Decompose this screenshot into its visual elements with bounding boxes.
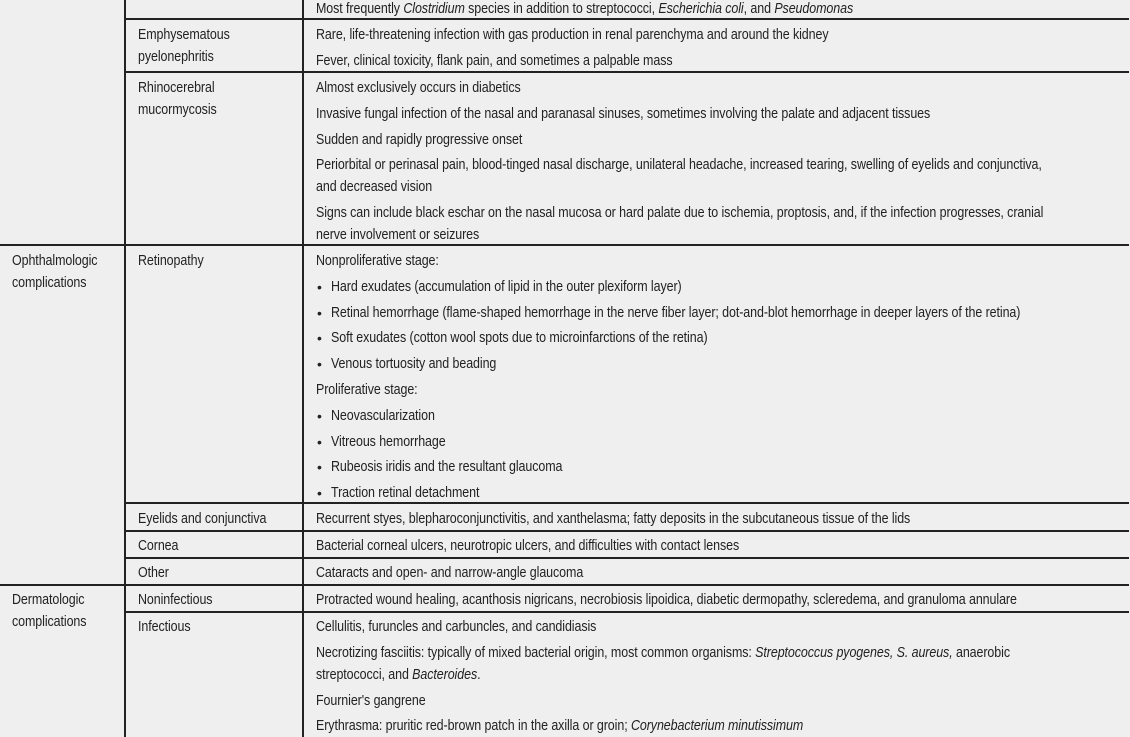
subcategory-label: Retinopathy <box>138 253 204 269</box>
bullet-icon: • <box>317 459 322 476</box>
italic-term: Clostridium <box>403 1 465 17</box>
finding-bullet-item: Hard exudates (accumulation of lipid in the outer plexiform layer) <box>331 278 682 295</box>
italic-term: Streptococcus pyogenes, S. aureus, <box>755 644 953 661</box>
category-label: complications <box>12 614 87 630</box>
subcategory-label: Other <box>138 565 169 581</box>
finding-item-line: nerve involvement or seizures <box>316 227 480 244</box>
finding-item: Invasive fungal infection of the nasal and paranasal sinuses, sometimes involving the palate and adjacent tissues <box>316 105 931 122</box>
row-divider <box>124 502 1129 504</box>
category-label: Dermatologic <box>12 592 85 608</box>
bullet-icon: • <box>317 356 322 373</box>
row-divider <box>124 71 1129 73</box>
bullet-icon: • <box>317 278 322 295</box>
row-divider <box>124 611 1129 613</box>
finding-bullet-item: Vitreous hemorrhage <box>331 433 446 450</box>
row-divider <box>124 530 1129 532</box>
italic-term: Pseudomonas <box>774 1 854 17</box>
finding-bullet-item: Traction retinal detachment <box>331 485 480 502</box>
finding-item: Erythrasma: pruritic red-brown patch in the axilla or groin; Corynebacterium minutissimum <box>316 718 804 735</box>
row-divider <box>124 18 1129 20</box>
finding-item: Almost exclusively occurs in diabetics <box>316 80 521 96</box>
subcategory-label: Eyelids and conjunctiva <box>138 511 267 527</box>
finding-item: Fournier's gangrene <box>316 692 426 709</box>
category-label: complications <box>12 275 87 291</box>
subcategory-label: Infectious <box>138 619 191 635</box>
subcategory-label: Noninfectious <box>138 592 213 608</box>
finding-item: Cellulitis, furuncles and carbuncles, and candidiasis <box>316 619 597 635</box>
bullet-icon: • <box>317 485 322 502</box>
bullet-icon: • <box>317 330 322 347</box>
subcategory-label: mucormycosis <box>138 102 217 118</box>
row-divider <box>124 557 1129 559</box>
finding-item: Rare, life-threatening infection with gas production in renal parenchyma and around the kidney <box>316 27 829 43</box>
finding-item: Nonproliferative stage: <box>316 253 439 269</box>
finding-bullet-item: Retinal hemorrhage (flame-shaped hemorrhage in the nerve fiber layer; dot-and-blot hemorrhage in deeper layers of the retina) <box>331 304 1021 321</box>
finding-item: Protracted wound healing, acanthosis nigricans, necrobiosis lipoidica, diabetic dermopathy, scleredema, and granuloma annulare <box>316 592 1017 608</box>
finding-item-line: and decreased vision <box>316 179 433 196</box>
row-divider <box>0 584 1129 586</box>
finding-item-line: streptococci, and Bacteroides. <box>316 666 481 683</box>
finding-bullet-item: Rubeosis iridis and the resultant glaucoma <box>331 459 563 476</box>
finding-item-line: Signs can include black eschar on the nasal mucosa or hard palate due to ischemia, proptosis, and, if the infection progresses, cranial <box>316 205 1044 222</box>
bullet-icon: • <box>317 407 322 424</box>
finding-item: Sudden and rapidly progressive onset <box>316 131 523 148</box>
finding-item: Recurrent styes, blepharoconjunctivitis, and xanthelasma; fatty deposits in the subcutaneous tissue of the lids <box>316 511 911 527</box>
italic-term: Bacteroides <box>412 666 478 683</box>
finding-bullet-item: Venous tortuosity and beading <box>331 356 497 373</box>
subcategory-label: Rhinocerebral <box>138 80 215 96</box>
finding-item-line: Periorbital or perinasal pain, blood-tinged nasal discharge, unilateral headache, increased tearing, swelling of eyelids and conjunctiva, <box>316 157 1042 174</box>
finding-bullet-item: Neovascularization <box>331 407 435 424</box>
bullet-icon: • <box>317 304 322 321</box>
finding-item: Fever, clinical toxicity, flank pain, and sometimes a palpable mass <box>316 52 673 69</box>
category-label: Ophthalmologic <box>12 253 98 269</box>
finding-item: Proliferative stage: <box>316 382 418 398</box>
finding-item: Cataracts and open- and narrow-angle glaucoma <box>316 565 584 581</box>
finding-item: Bacterial corneal ulcers, neurotropic ulcers, and difficulties with contact lenses <box>316 538 740 554</box>
subcategory-label: pyelonephritis <box>138 49 214 65</box>
column-divider-subcategory <box>302 0 304 737</box>
subcategory-label: Cornea <box>138 538 179 554</box>
finding-bullet-item: Soft exudates (cotton wool spots due to microinfarctions of the retina) <box>331 330 708 347</box>
finding-item-line: Necrotizing fasciitis: typically of mixed bacterial origin, most common organisms: Streptococcus pyogenes, S. aureus, anaerobic <box>316 644 1010 661</box>
italic-term: Escherichia coli <box>658 1 744 17</box>
row-divider <box>0 244 1129 246</box>
bullet-icon: • <box>317 433 322 450</box>
finding-item: Most frequently Clostridium species in addition to streptococci, Escherichia coli, and Pseudomonas <box>316 1 854 17</box>
column-divider-category <box>124 0 126 737</box>
subcategory-label: Emphysematous <box>138 27 230 43</box>
italic-term: Corynebacterium minutissimum <box>630 718 804 735</box>
